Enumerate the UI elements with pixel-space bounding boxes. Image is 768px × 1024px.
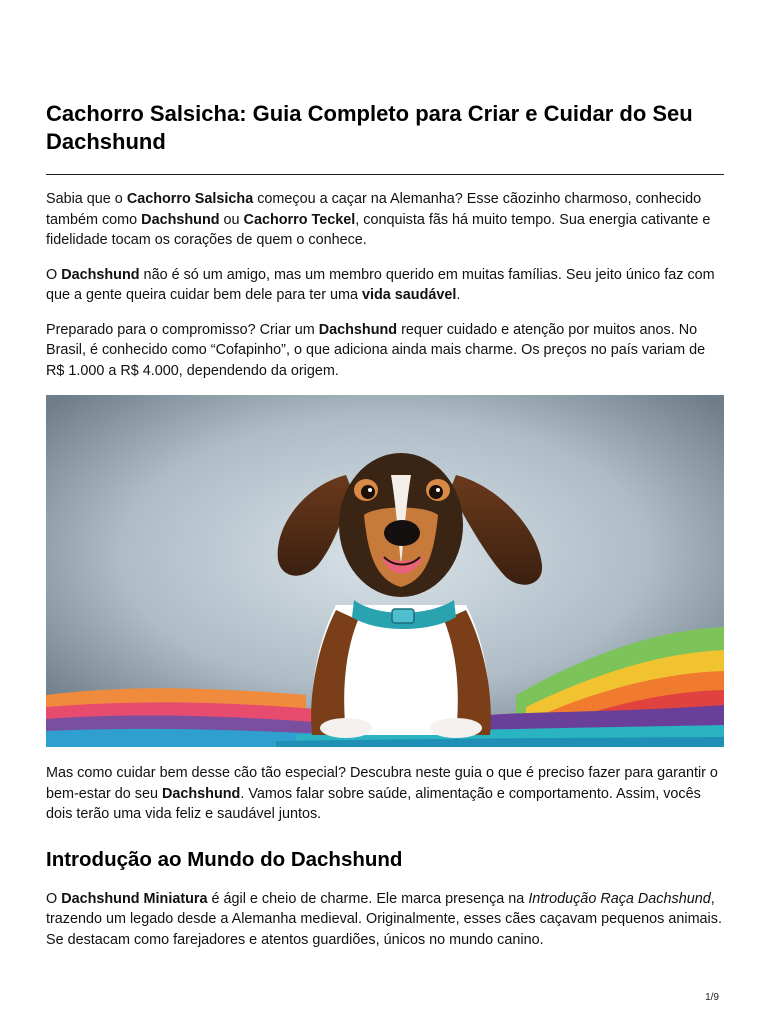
text-run: , trazendo um legado desde a Alemanha medieval. Originalmente, esses cães caçavam pequenos animais. Se destacam como farejadores e atentos guardiões, únicos no mundo canino. (46, 890, 722, 948)
intro-paragraph-2 (46, 265, 724, 306)
section-heading: Introdução ao Mundo do Dachshund (46, 847, 403, 871)
bold-term: Dachshund (141, 211, 220, 228)
text-run: O (46, 266, 62, 283)
text-run: é ágil e cheio de charme. Ele marca presença na (207, 890, 529, 907)
text-run: , conquista fãs há muito tempo. Sua energia cativante e fidelidade tocam os corações de quem o conhece. (46, 211, 711, 248)
page-title: Cachorro Salsicha: Guia Completo para Criar e Cuidar do Seu Dachshund (46, 101, 693, 154)
bold-term: Cachorro Teckel (243, 211, 356, 228)
text-run: ou (219, 211, 244, 228)
italic-term: Introdução Raça Dachshund (528, 890, 711, 907)
bold-term: Cachorro Salsicha (126, 191, 254, 207)
dachshund-photo (46, 395, 724, 747)
intro-paragraph-3 (46, 320, 724, 382)
intro-paragraph-1 (46, 189, 724, 251)
text-run: . Vamos falar sobre saúde, alimentação e comportamento. Assim, vocês dois terão uma vida feliz e saudável juntos. (46, 785, 701, 822)
bold-term: Dachshund (318, 321, 398, 338)
title-divider (46, 174, 724, 175)
text-run: Preparado para o compromisso? Criar um (46, 321, 319, 338)
text-run: requer cuidado e atenção por muitos anos. No Brasil, é conhecido como “Cofapinho”, o que adiciona ainda mais charme. Os preços no país variam de R$ 1.000 a R$ 4.000, dependendo da origem. (46, 321, 706, 379)
guide-paragraph (46, 763, 724, 825)
bold-term: vida saudável (362, 287, 457, 303)
document-page (46, 100, 724, 964)
text-run: Sabia que o (46, 191, 127, 207)
bold-term: Dachshund (161, 785, 241, 802)
text-run: . (456, 287, 461, 303)
text-run: começou a caçar na Alemanha? Esse cãozinho charmoso, conhecido também como (46, 191, 702, 228)
bold-term: Dachshund (61, 266, 140, 283)
text-run: Mas como cuidar bem desse cão tão especial? Descubra neste guia o que é preciso fazer para garantir o bem-estar do seu (46, 765, 718, 802)
page-number: 1/9 (705, 992, 719, 1003)
text-run: não é só um amigo, mas um membro querido em muitas famílias. Seu jeito único faz com que a gente queira cuidar bem dele para ter uma (46, 266, 715, 303)
section-paragraph (46, 889, 724, 951)
bold-term: Dachshund Miniatura (61, 890, 208, 907)
text-run: O (46, 890, 62, 907)
dachshund-illustration (46, 395, 724, 747)
